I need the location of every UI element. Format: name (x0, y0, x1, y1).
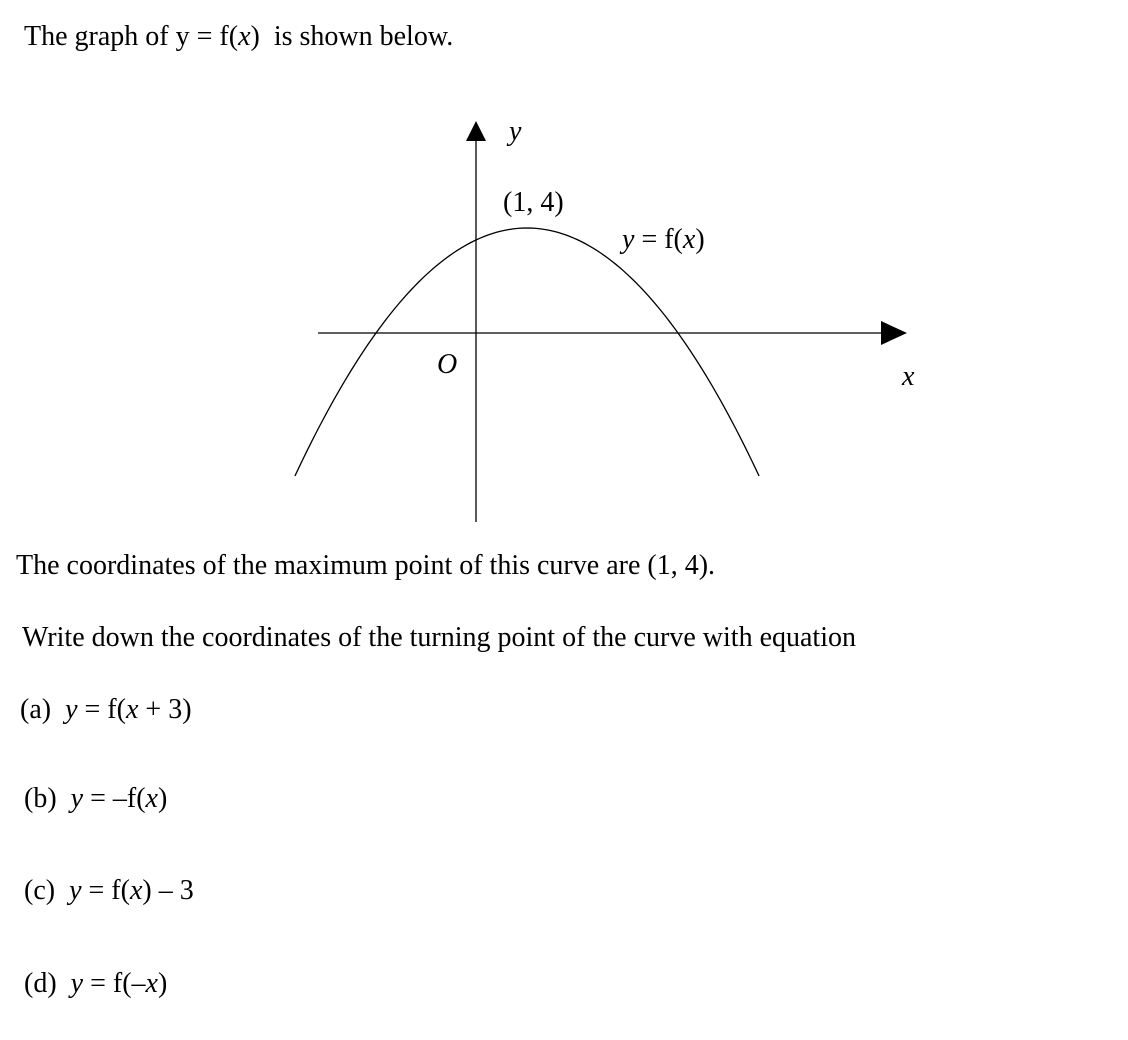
part-b: (b) y = –f(x) (24, 783, 168, 814)
parabola-curve (295, 228, 759, 476)
part-d: (d) y = f(–x) (24, 968, 168, 999)
max-point-statement: The coordinates of the maximum point of this curve are (1, 4). (16, 550, 716, 581)
origin-label: O (437, 349, 458, 380)
part-d-label: (d) (24, 968, 57, 999)
y-axis-label: y (509, 116, 522, 147)
curve-label: y = f(x) (622, 224, 705, 255)
part-a: (a) y = f(x + 3) (20, 694, 192, 725)
y-axis-arrow (466, 121, 486, 141)
x-axis-label: x (902, 361, 915, 392)
part-a-label: (a) (20, 694, 52, 725)
instruction-text: Write down the coordinates of the turning point of the curve with equation (22, 622, 856, 653)
max-point-label: (1, 4) (503, 187, 564, 218)
part-b-label: (b) (24, 783, 57, 814)
x-axis-arrow (881, 321, 907, 345)
intro-text: The graph of y = f(x) is shown below. (24, 21, 454, 52)
part-c-label: (c) (24, 875, 56, 906)
part-c: (c) y = f(x) – 3 (24, 875, 194, 906)
